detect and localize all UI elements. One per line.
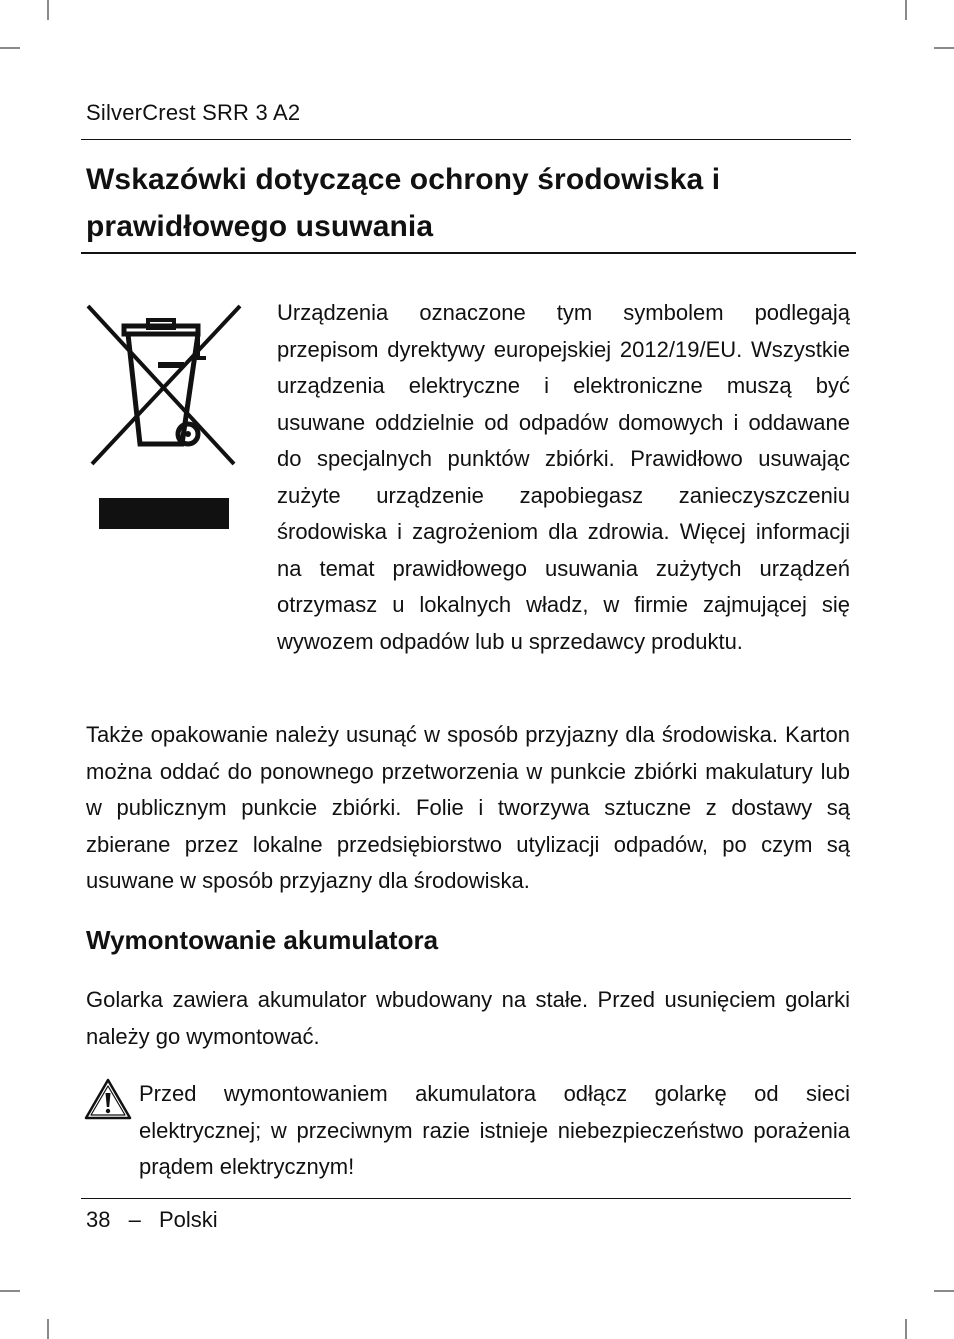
footer-language: Polski bbox=[158, 1207, 218, 1232]
crop-mark-top-right bbox=[905, 0, 907, 20]
crop-mark-bottom-right bbox=[905, 1319, 907, 1339]
warning-paragraph: Przed wymontowaniem akumulatora odłącz golarkę od sieci elektrycznej; w przeciwnym razie istnieje niebezpieczeństwo porażenia prądem elektrycznym! bbox=[139, 1081, 850, 1179]
battery-paragraph: Golarka zawiera akumulator wbudowany na stałe. Przed usunięciem golarki należy go wymontować. bbox=[86, 987, 850, 1049]
packaging-paragraph: Także opakowanie należy usunąć w sposób przyjazny dla środowiska. Karton można oddać do ponownego przetworzenia w punkcie zbiórki makulatury lub w publicznym punkcie zbiórki. Folie i tworzywa sztuczne z dostawy są zbierane przez lokalne przedsiębiorstwo utylizacji odpadów, po czym są usuwane w sposób przyjazny dla środowiska. bbox=[86, 722, 850, 893]
warning-triangle-icon bbox=[84, 1078, 132, 1120]
page-number: 38 bbox=[86, 1207, 111, 1232]
title-divider bbox=[81, 252, 856, 254]
header-divider bbox=[81, 139, 851, 140]
footer-divider bbox=[81, 1198, 851, 1199]
crop-mark-left-bottom bbox=[0, 1290, 20, 1292]
crop-mark-right-top bbox=[934, 47, 954, 49]
page-footer bbox=[86, 1207, 218, 1233]
crop-mark-top-left bbox=[47, 0, 49, 20]
footer-separator: – bbox=[128, 1207, 141, 1232]
section-title: Wskazówki dotyczące ochrony środowiska i prawidłowego usuwania bbox=[86, 163, 721, 243]
weee-paragraph: Urządzenia oznaczone tym symbolem podlegają przepisom dyrektywy europejskiej 2012/19/EU. Wszystkie urządzenia elektryczne i elektroniczne muszą być usuwane oddzielnie od odpadów domowych i oddawane do specjalnych punktów zbiórki. Prawidłowo usuwając zużyte urządzenie zapobiegasz zanieczyszczeniu środowiska i zagrożeniom dla zdrowia. Więcej informacji na temat prawidłowego usuwania zużytych urządzeń otrzymasz u lokalnych władz, w firmie zajmującej się wywozem odpadów lub u sprzedawcy produktu. bbox=[277, 300, 850, 654]
crossed-out-wheelie-bin-icon bbox=[84, 302, 244, 532]
crop-mark-right-bottom bbox=[934, 1290, 954, 1292]
crop-mark-left-top bbox=[0, 47, 20, 49]
battery-section-title: Wymontowanie akumulatora bbox=[86, 925, 439, 955]
running-header: SilverCrest SRR 3 A2 bbox=[86, 100, 301, 125]
crop-mark-bottom-left bbox=[47, 1319, 49, 1339]
